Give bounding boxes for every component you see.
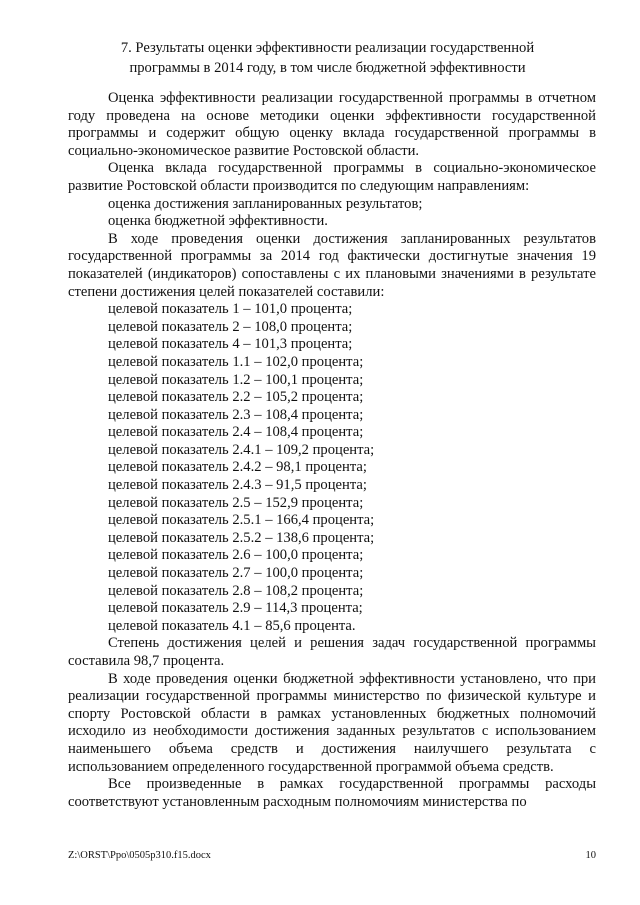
indicator-item: целевой показатель 2.4 – 108,4 процента; [108,424,364,441]
direction-item: оценка бюджетной эффективности. [108,213,328,230]
indicator-item: целевой показатель 2.2 – 105,2 процента; [108,389,364,406]
indicator-item: целевой показатель 2.9 – 114,3 процента; [108,600,363,617]
indicator-item: целевой показатель 4 – 101,3 процента; [108,336,353,353]
indicator-list [68,301,596,635]
indicator-item: целевой показатель 2.6 – 100,0 процента; [108,547,364,564]
section-title-line-1: 7. Результаты оценки эффективности реализации государственной [120,40,535,56]
indicator-item: целевой показатель 2.7 – 100,0 процента; [108,565,364,582]
paragraph-directions-intro: Оценка вклада государственной программы в социально-экономическое развитие Ростовской области производится по следующим направлениям: [68,160,596,194]
section-title-line-2: программы в 2014 году, в том числе бюджетной эффективности [129,60,526,76]
indicator-item: целевой показатель 2.8 – 108,2 процента; [108,582,364,599]
paragraph-expenses: Все произведенные в рамках государственной программы расходы соответствуют установленным расходным полномочиям министерства по [68,776,596,810]
indicator-item: целевой показатель 4.1 – 85,6 процента. [108,617,356,634]
paragraph-results-intro: В ходе проведения оценки достижения запланированных результатов государственной программы за 2014 год фактически достигнутые значения 19 показателей (индикаторов) сопоставлены с их плановыми значениями в результате степени достижения целей показателей составили: [68,230,596,300]
footer-file-path: Z:\ORST\Ppo\0505p310.f15.docx [68,850,211,861]
page-number: 10 [585,850,596,861]
direction-item: оценка достижения запланированных результатов; [108,195,423,212]
indicator-item: целевой показатель 1.2 – 100,1 процента; [108,371,364,388]
indicator-item: целевой показатель 2 – 108,0 процента; [108,318,353,335]
paragraph-achievement-degree: Степень достижения целей и решения задач государственной программы составила 98,7 процента. [68,635,596,669]
indicator-item: целевой показатель 1.1 – 102,0 процента; [108,353,364,370]
body-text [68,90,596,811]
indicator-item: целевой показатель 2.4.3 – 91,5 процента; [108,477,367,494]
paragraph-budget-efficiency: В ходе проведения оценки бюджетной эффективности установлено, что при реализации государственной программы министерство по физической культуре и спорту Ростовской области в рамках установленных бюджетных полномочий исходило из необходимости достижения заданных результатов с использованием наименьшего объема средств и достижения наилучшего результата с использованием определенного государственной программой объема средств. [68,670,596,775]
indicator-item: целевой показатель 2.5.1 – 166,4 процента; [108,512,375,529]
section-title [60,38,595,78]
indicator-item: целевой показатель 1 – 101,0 процента; [108,301,353,318]
indicator-item: целевой показатель 2.4.2 – 98,1 процента; [108,459,367,476]
paragraph-method: Оценка эффективности реализации государственной программы в отчетном году проведена на основе методики оценки эффективности государственной программы и содержит общую оценку вклада государственной программы в социально-экономическое развитие Ростовской области. [68,90,596,159]
indicator-item: целевой показатель 2.4.1 – 109,2 процента; [108,441,375,458]
indicator-item: целевой показатель 2.3 – 108,4 процента; [108,406,364,423]
indicator-item: целевой показатель 2.5 – 152,9 процента; [108,494,364,511]
indicator-item: целевой показатель 2.5.2 – 138,6 процента; [108,529,375,546]
